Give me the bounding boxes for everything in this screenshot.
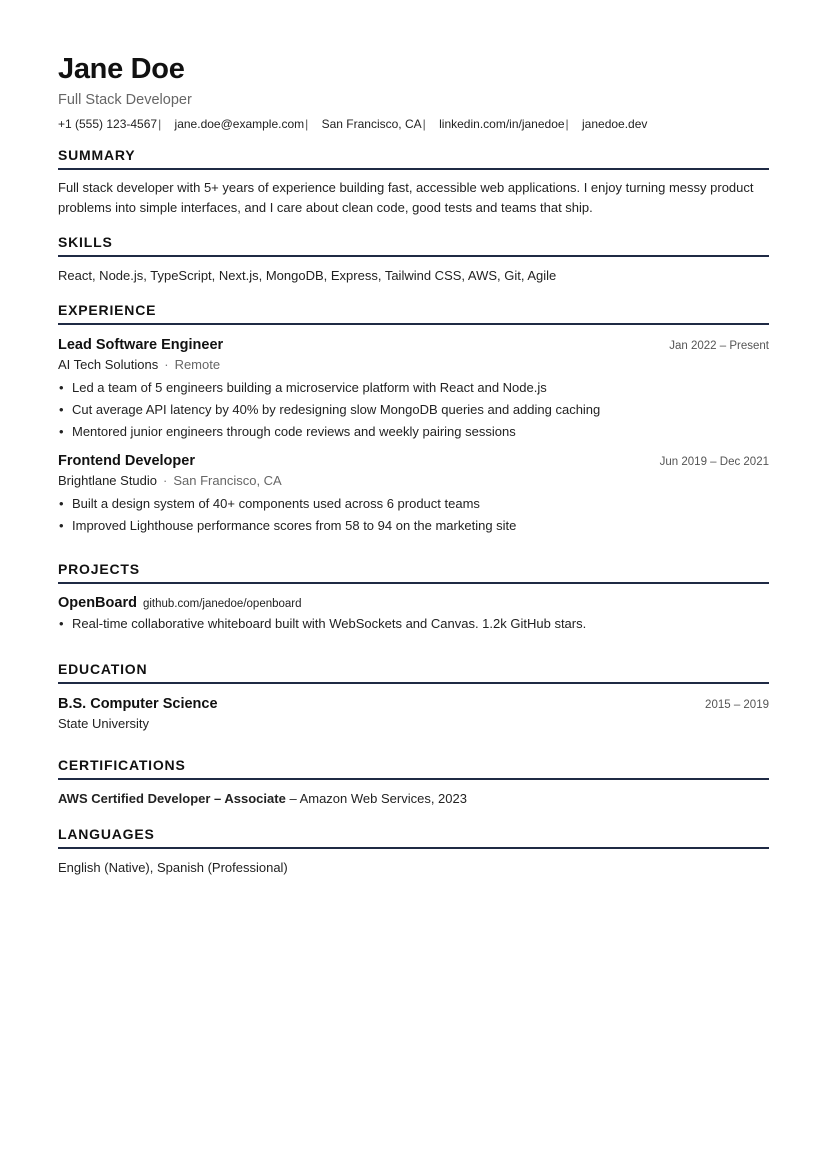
skills-section <box>58 233 769 286</box>
contact-separator: | <box>305 117 309 131</box>
contact-location: San Francisco, CA <box>321 117 422 131</box>
list-item: • Cut average API latency by 40% by redesigning slow MongoDB queries and adding caching <box>58 399 769 421</box>
contact-website[interactable]: janedoe.dev <box>582 117 648 131</box>
project-link[interactable]: github.com/janedoe/openboard <box>142 598 302 610</box>
education-entry <box>58 694 769 733</box>
job-title: Lead Software Engineer <box>58 337 224 353</box>
job-company-line <box>58 471 769 490</box>
section-heading: EDUCATION <box>58 660 769 684</box>
education-section <box>58 660 769 733</box>
experience-entry <box>58 451 769 537</box>
job-company: Brightlane Studio <box>58 473 158 488</box>
skills-text: React, Node.js, TypeScript, Next.js, MongoDB, Express, Tailwind CSS, AWS, Git, Agile <box>58 268 557 283</box>
project-name: OpenBoard <box>58 595 137 611</box>
degree-title: B.S. Computer Science <box>58 696 218 712</box>
certification-name: AWS Certified Developer – Associate <box>58 791 286 806</box>
job-bullets <box>58 493 769 537</box>
job-company-line <box>58 355 769 374</box>
contact-email[interactable]: jane.doe@example.com <box>174 117 305 131</box>
section-heading: CERTIFICATIONS <box>58 756 769 780</box>
job-location: San Francisco, CA <box>173 473 282 488</box>
contact-linkedin[interactable]: linkedin.com/in/janedoe <box>439 117 565 131</box>
section-heading: PROJECTS <box>58 560 769 584</box>
list-item: • Improved Lighthouse performance scores from 58 to 94 on the marketing site <box>58 515 769 537</box>
dot-separator: · <box>163 473 168 488</box>
contact-phone: +1 (555) 123-4567 <box>58 117 158 131</box>
list-item: • Real-time collaborative whiteboard built with WebSockets and Canvas. 1.2k GitHub stars. <box>58 613 769 635</box>
list-item: • Mentored junior engineers through code reviews and weekly pairing sessions <box>58 421 769 443</box>
job-dates: Jun 2019 – Dec 2021 <box>659 456 769 468</box>
certification-line <box>58 789 769 809</box>
list-item: • Led a team of 5 engineers building a microservice platform with React and Node.js <box>58 377 769 399</box>
job-title: Frontend Developer <box>58 453 195 469</box>
job-dates: Jan 2022 – Present <box>669 340 769 352</box>
job-company: AI Tech Solutions <box>58 357 159 372</box>
contact-separator: | <box>158 117 162 131</box>
section-heading: SKILLS <box>58 233 769 257</box>
dot-separator: · <box>164 357 169 372</box>
contact-separator: | <box>422 117 426 131</box>
section-heading: SUMMARY <box>58 146 769 170</box>
candidate-name: Jane Doe <box>58 53 185 85</box>
job-location: Remote <box>174 357 221 372</box>
candidate-role: Full Stack Developer <box>58 92 192 108</box>
languages-section <box>58 825 769 878</box>
contact-line <box>58 116 769 132</box>
job-bullets <box>58 377 769 443</box>
certifications-section <box>58 756 769 809</box>
school-name: State University <box>58 716 150 731</box>
project-entry <box>58 593 769 635</box>
experience-entry <box>58 335 769 443</box>
experience-section <box>58 301 769 537</box>
contact-separator: | <box>565 117 569 131</box>
projects-section <box>58 560 769 635</box>
list-item: • Built a design system of 40+ components used across 6 product teams <box>58 493 769 515</box>
summary-section <box>58 146 769 218</box>
certification-detail: – Amazon Web Services, 2023 <box>285 791 467 806</box>
section-heading: EXPERIENCE <box>58 301 769 325</box>
section-heading: LANGUAGES <box>58 825 769 849</box>
project-bullets <box>58 613 769 635</box>
languages-text: English (Native), Spanish (Professional) <box>58 860 288 875</box>
summary-text: Full stack developer with 5+ years of experience building fast, accessible web applications. I enjoy turning messy product problems into simple interfaces, and I care about clean code, good tests and teams that ship. <box>58 180 754 215</box>
education-dates: 2015 – 2019 <box>705 699 769 711</box>
